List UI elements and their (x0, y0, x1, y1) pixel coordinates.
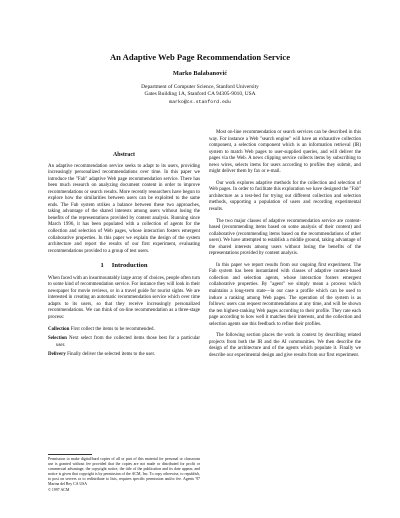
intro-paragraph: When faced with an insurmountably large array of choices, people often turn to some kind of recommendation service. For instance they will look in their newspaper for movie reviews, or in a travel guide for tourist sights. We are interested in creating an automatic recommendation service which over time adapts to its users, so that they receive increasingly personalized recommendations. We can think of on-line recommendation as a three-stage process: (48, 275, 200, 321)
copyright-footnote (48, 457, 200, 493)
author-name: Marko Balabanović (172, 70, 228, 77)
author-affiliation (0, 84, 400, 106)
stage-description: First collect the items to be recommended. (70, 326, 155, 332)
stage-term: Collection (48, 326, 70, 332)
section-number: 1 (100, 262, 104, 270)
stage-description: Finally deliver the selected items to the user. (67, 352, 156, 358)
footnote-rule (48, 454, 92, 455)
affiliation-line: Department of Computer Science, Stanford University (141, 84, 259, 90)
stage-delivery (48, 352, 200, 359)
stage-description: Next select from the collected items those best for a particular user. (56, 336, 200, 348)
section-heading-introduction (48, 263, 200, 270)
author-email: marko@cs.stanford.edu (169, 99, 231, 105)
section-title: Introduction (111, 262, 148, 270)
body-paragraph: In this paper we report results from our ongoing first experiment. The Fab system has been instantiated with classes of adaptive content-based collection and selection agents, whose interaction fosters emergent collaborative properties. By "agent" we simply mean a process which maintains a long-term state—in our case a profile which can be used to induce a ranking among Web pages. The operation of the system is as follows: users can request recommendations at any time, and will be shown the ten highest-ranking Web pages according to their profile. They rate each page according to how well it matches their interests, and the collection and selection agents use this feedback to refine their profiles. (209, 262, 361, 327)
stage-collection (48, 327, 200, 334)
right-column (209, 130, 361, 365)
permission-notice: Permission to make digital/hard copies of all or part of this material for personal or classroom use is granted without fee provided that the copies are not made or distributed for profit or commercial advantage, the copyright notice, the title of the publication and its date appear, and notice is given that copyright is by permission of the ACM, Inc. To copy otherwise, to republish, to post on servers or to redistribute to lists, requires specific permission and/or fee. Agents '97 Marina del Rey CA USA (48, 457, 200, 487)
stage-selection (48, 336, 200, 349)
abstract-heading: Abstract (113, 152, 135, 158)
body-paragraph: Most on-line recommendation or search services can be described in this way. For instance a Web "search engine" will have an exhaustive collection component, a selection component which is an information retrieval (IR) system to match Web pages to user-supplied queries, and will deliver the pages via the Web. A news clipping service collects items by subscribing to news wires, selects items for users according to profiles they submit, and might deliver them by fax or e-mail. (209, 130, 361, 175)
body-paragraph: The following section places the work in context by describing related projects from both the IR and the AI communities. We then describe the design of the architecture and of the agents which populate it. Finally we describe our experimental design and give results from our first experiment. (209, 333, 361, 358)
abstract-text: An adaptive recommendation service seeks to adapt to its users, providing increasingly personalized recommendations over time. In this paper we introduce the "Fab" adaptive Web page recommendation service. There has been much research on analyzing document content in order to improve recommendations or search results. More recently researchers have begun to explore how the similarities between users can be exploited to the same ends. The Fab system strikes a balance between these two approaches, taking advantage of the shared interests among users without losing the benefits of the representations provided by content analysis. Running since March 1996, it has been populated with a collection of agents for the collection and selection of Web pages, whose interaction fosters emergent collaborative properties. In this paper we explain the design of the system architecture and report the results of our first experiment, evaluating recommendations provided to a group of test users. (48, 163, 200, 254)
body-paragraph: Our work explores adaptive methods for the collection and selection of Web pages. In order to facilitate this exploration we have designed the "Fab" architecture as a test-bed for trying out different collection and selection methods, supporting a population of users and recording experimental results. (209, 180, 361, 213)
left-column (48, 152, 200, 362)
stage-term: Delivery (48, 352, 66, 358)
copyright-line: © 1997 ACM (48, 487, 70, 492)
affiliation-line: Gates Building 1A, Stanford CA 94305-9010, USA (144, 91, 256, 98)
body-paragraph: The two major classes of adaptive recommendation service are content-based (recommending items based on some analysis of their content) and collaborative (recommending items based on the recommendations of other users). We have attempted to establish a middle ground, taking advantage of the shared interests among users without losing the benefits of the representations provided by content analysis. (209, 218, 361, 257)
stage-term: Selection (48, 336, 67, 342)
paper-title: An Adaptive Web Page Recommendation Service (109, 52, 291, 62)
